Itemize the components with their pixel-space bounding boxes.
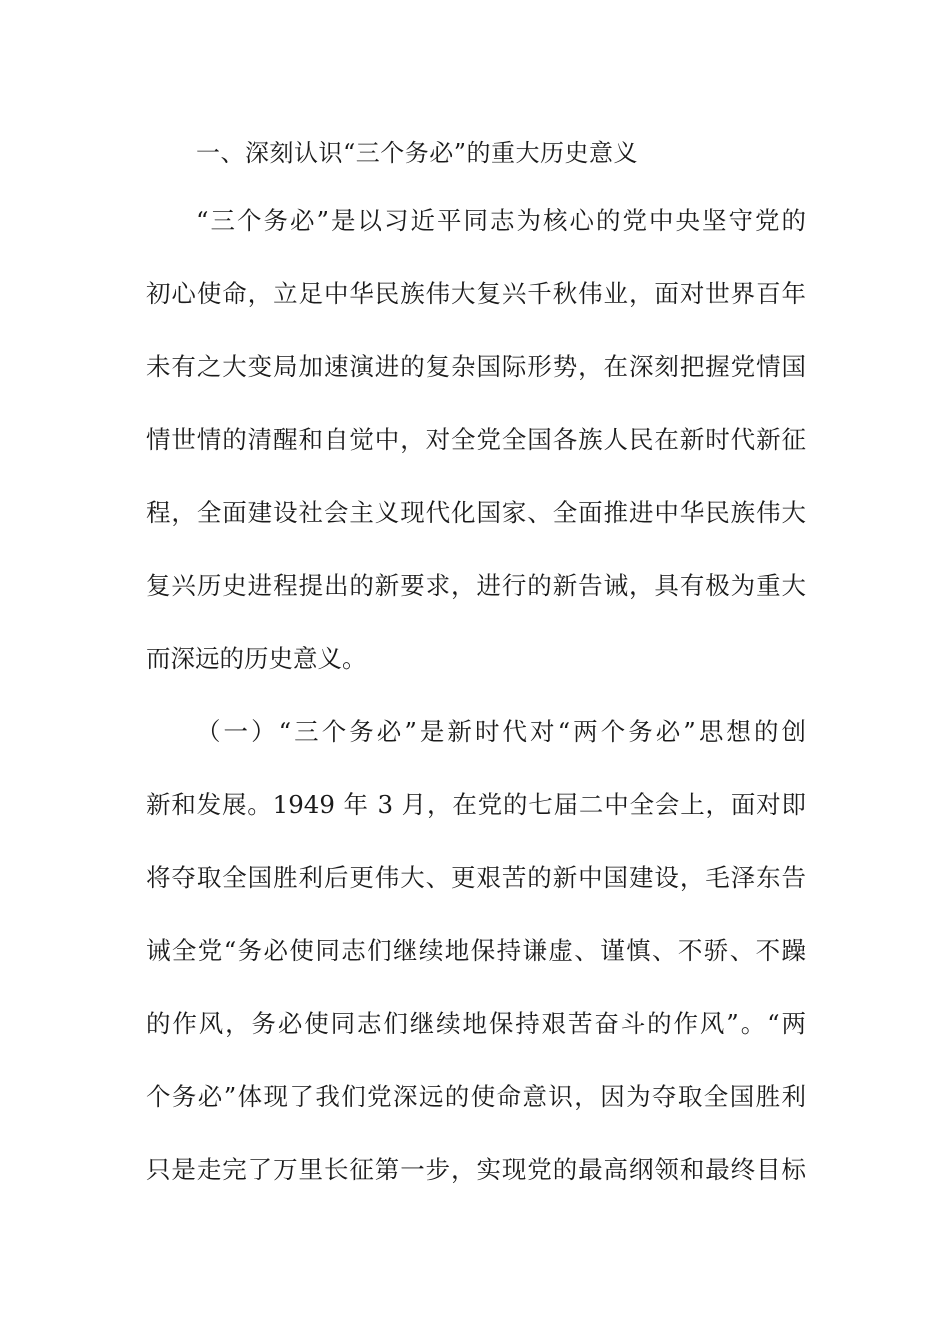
paragraph-line: 新和发展。1949 年 3 月，在党的七届二中全会上，面对即 bbox=[146, 790, 806, 819]
paragraph-line: 诫全党“务必使同志们继续地保持谦虚、谨慎、不骄、不躁 bbox=[146, 936, 806, 965]
document-body bbox=[146, 122, 806, 1206]
section-heading: 一、深刻认识“三个务必”的重大历史意义 bbox=[196, 139, 639, 167]
paragraph-line: 程，全面建设社会主义现代化国家、全面推进中华民族伟大 bbox=[146, 498, 806, 527]
paragraph-line: 情世情的清醒和自觉中，对全党全国各族人民在新时代新征 bbox=[146, 425, 806, 454]
paragraph-significance bbox=[146, 184, 806, 695]
paragraph-line: 个务必”体现了我们党深远的使命意识，因为夺取全国胜利 bbox=[146, 1082, 806, 1111]
paragraph-line: 而深远的历史意义。 bbox=[146, 644, 367, 673]
paragraph-line: 的作风，务必使同志们继续地保持艰苦奋斗的作风”。“两 bbox=[146, 1009, 806, 1038]
paragraph-line: 未有之大变局加速演进的复杂国际形势，在深刻把握党情国 bbox=[146, 352, 806, 381]
paragraph-line: 将夺取全国胜利后更伟大、更艰苦的新中国建设，毛泽东告 bbox=[146, 863, 806, 892]
paragraph-line: （一）“三个务必”是新时代对“两个务必”思想的创 bbox=[196, 717, 806, 746]
paragraph-line: 只是走完了万里长征第一步，实现党的最高纲领和最终目标 bbox=[146, 1155, 806, 1184]
paragraph-line: “三个务必”是以习近平同志为核心的党中央坚守党的 bbox=[196, 206, 806, 235]
paragraph-line: 初心使命，立足中华民族伟大复兴千秋伟业，面对世界百年 bbox=[146, 279, 806, 308]
paragraph-line: 复兴历史进程提出的新要求，进行的新告诫，具有极为重大 bbox=[146, 571, 806, 600]
paragraph-two-musts bbox=[146, 695, 806, 1206]
